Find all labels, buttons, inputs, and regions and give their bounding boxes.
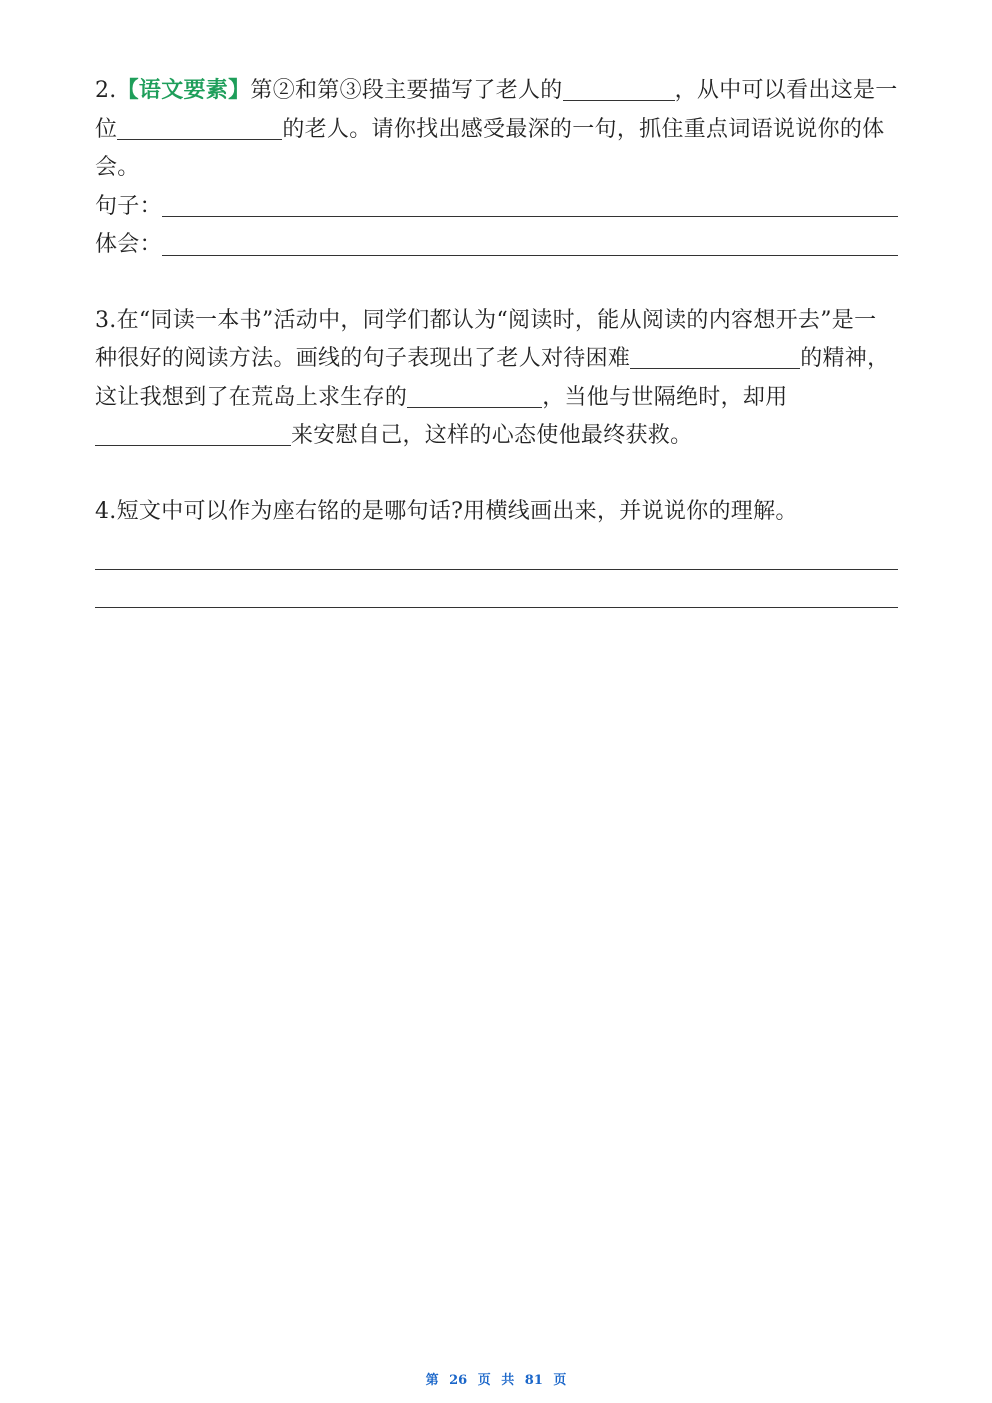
question-4-text: 4.短文中可以作为座右铭的是哪句话?用横线画出来，并说说你的理解。: [95, 498, 798, 524]
answer-blank-comfort[interactable]: [95, 423, 291, 446]
page-footer: 第 26 页 共 81 页: [425, 1373, 567, 1388]
worksheet-page: [95, 72, 898, 608]
question-2: [95, 72, 898, 265]
question-3-text-2: 的精神，这让我想到了在荒岛上求生存的: [95, 346, 890, 410]
sentence-label: 句子：: [95, 193, 162, 219]
answer-blank-person[interactable]: [407, 385, 542, 408]
question-3: [95, 302, 898, 456]
feeling-answer-row: [95, 226, 898, 265]
question-3-text-1: 3.在“同读一本书”活动中，同学们都认为“阅读时，能从阅读的内容想开去”是一种很好的阅读方法。画线的句子表现出了老人对待困难: [95, 307, 877, 371]
feeling-label: 体会：: [95, 232, 162, 257]
understanding-answer-line-1[interactable]: [95, 531, 898, 570]
feeling-answer-line[interactable]: [162, 255, 898, 256]
question-2-text-1: 第②和第③段主要描写了老人的: [250, 78, 563, 103]
answer-blank-character[interactable]: [117, 117, 282, 140]
question-2-tag: 【语文要素】: [116, 78, 251, 103]
question-2-number: 2.: [95, 78, 117, 103]
question-2-text-3: 的老人。请你找出感受最深的一句，抓住重点词语说说你的体会。: [95, 116, 885, 180]
question-4: [95, 493, 898, 609]
question-2-text-2: ，从中可以看出这是一位: [95, 78, 898, 142]
sentence-answer-line[interactable]: [162, 216, 898, 217]
answer-blank-description[interactable]: [563, 78, 675, 101]
answer-blank-attitude[interactable]: [630, 346, 800, 369]
sentence-answer-row: [95, 188, 898, 227]
understanding-answer-line-2[interactable]: [95, 570, 898, 609]
question-3-text-3: ，当他与世隔绝时，却用: [542, 384, 788, 410]
question-3-text-4: 来安慰自己，这样的心态使他最终获救。: [291, 423, 693, 448]
